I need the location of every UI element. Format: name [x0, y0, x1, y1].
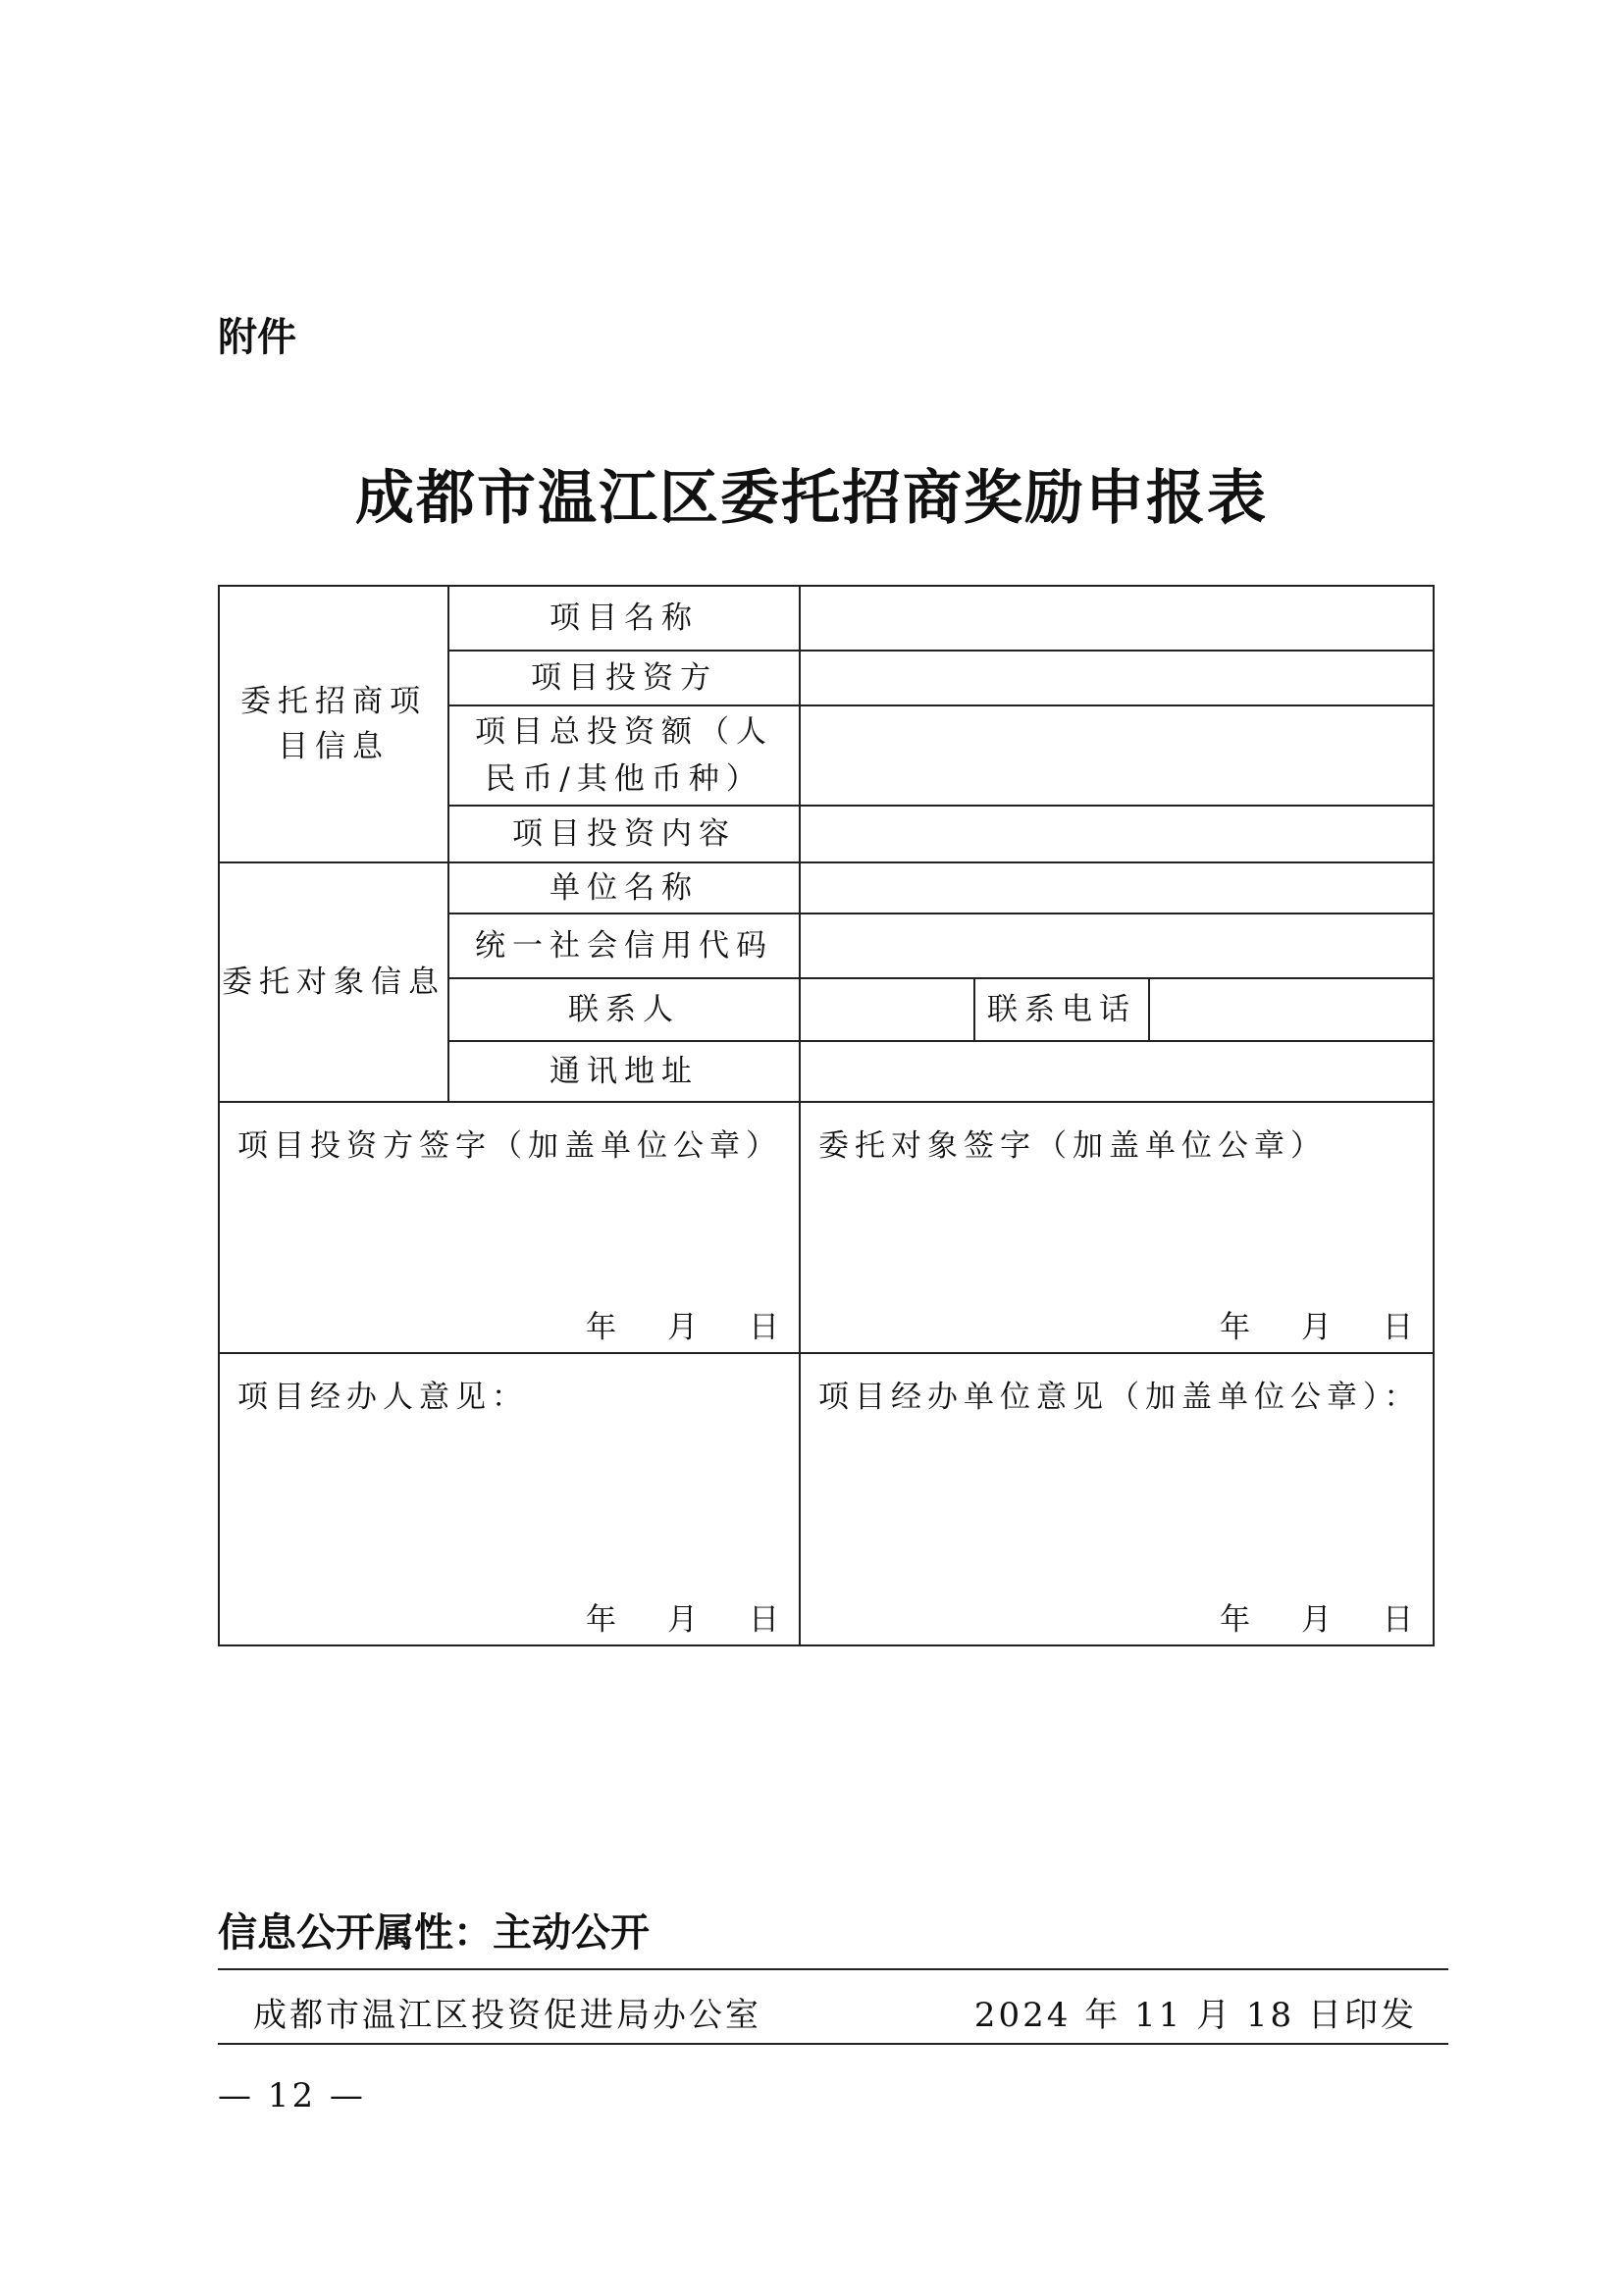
unit-opinion-label: 项目经办单位意见（加盖单位公章）：: [818, 1380, 1421, 1415]
project-content-field[interactable]: [800, 806, 1434, 862]
footer-bottom-rule: [218, 2043, 1448, 2045]
unit-name-label: 单位名称: [448, 862, 800, 913]
handler-opinion-cell[interactable]: [219, 1353, 800, 1645]
project-content-label: 项目投资内容: [448, 806, 800, 862]
investor-signature-cell[interactable]: [219, 1102, 800, 1353]
entrusted-signature-label: 委托对象签字（加盖单位公章）: [818, 1128, 1327, 1164]
disclosure-attribute: 信息公开属性：主动公开: [218, 1910, 650, 1956]
project-investor-label: 项目投资方: [448, 651, 800, 705]
handler-opinion-label: 项目经办人意见：: [237, 1380, 528, 1415]
investor-signature-date: 年 月 日: [586, 1310, 779, 1345]
credit-code-field[interactable]: [800, 913, 1434, 978]
project-name-label: 项目名称: [448, 586, 800, 651]
contact-person-label: 联系人: [448, 978, 800, 1041]
contact-person-field[interactable]: [800, 978, 974, 1041]
application-form-table: [218, 585, 1435, 1646]
footer-issuer: 成都市温江区投资促进局办公室: [253, 1996, 761, 2035]
project-total-investment-label: 项目总投资额（人民币/其他币种）: [448, 705, 800, 806]
footer-issue-date: 2024 年 11 月 18 日印发: [973, 1996, 1417, 2035]
project-total-investment-field[interactable]: [800, 705, 1434, 806]
form-title: 成都市温江区委托招商奖励申报表: [355, 464, 1268, 533]
credit-code-label: 统一社会信用代码: [448, 913, 800, 978]
project-investor-field[interactable]: [800, 651, 1434, 705]
footer-top-rule: [218, 1968, 1448, 1970]
entrusted-signature-date: 年 月 日: [1220, 1310, 1414, 1345]
entrusted-signature-cell[interactable]: [800, 1102, 1434, 1353]
project-info-group-label: 委托招商项目信息: [219, 586, 448, 862]
page-number: — 12 —: [218, 2076, 366, 2115]
handler-opinion-date: 年 月 日: [586, 1602, 779, 1638]
contact-phone-label: 联系电话: [974, 978, 1149, 1041]
address-label: 通讯地址: [448, 1041, 800, 1102]
unit-name-field[interactable]: [800, 862, 1434, 913]
entrusted-info-group-label: 委托对象信息: [219, 862, 448, 1102]
attachment-label: 附件: [218, 315, 296, 360]
unit-opinion-date: 年 月 日: [1220, 1602, 1414, 1638]
unit-opinion-cell[interactable]: [800, 1353, 1434, 1645]
contact-phone-field[interactable]: [1149, 978, 1434, 1041]
project-name-field[interactable]: [800, 586, 1434, 651]
investor-signature-label: 项目投资方签字（加盖单位公章）: [237, 1128, 782, 1164]
address-field[interactable]: [800, 1041, 1434, 1102]
